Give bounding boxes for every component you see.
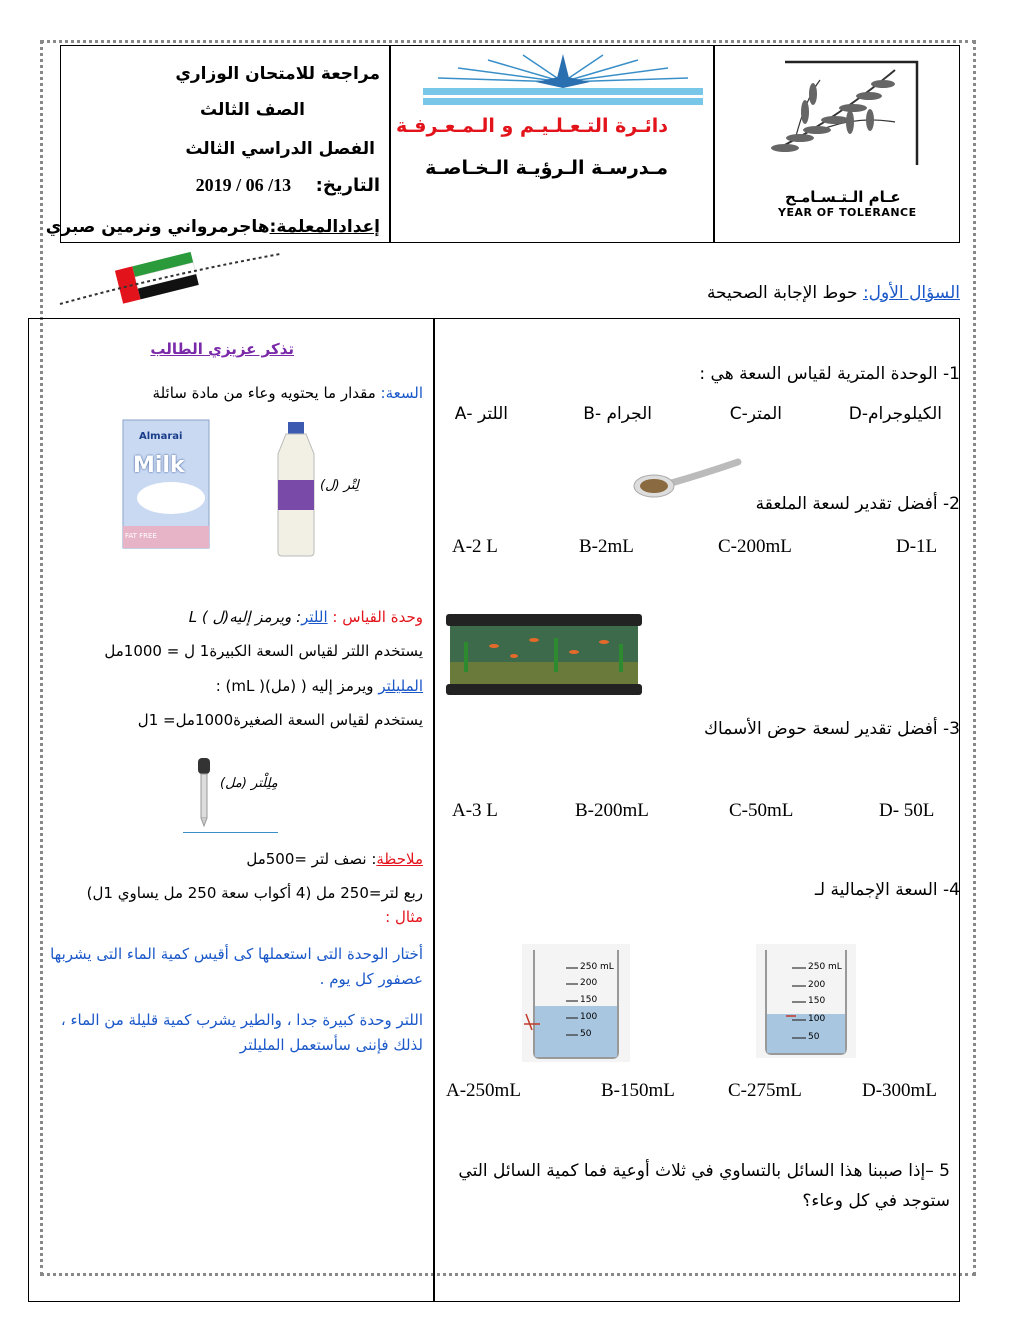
grade-label: الصف الثالث [199,100,305,120]
item2-option-d[interactable]: D-1L [896,536,938,557]
left-tick-250: 250 mL [580,962,614,972]
spoon-image [628,454,743,502]
capacity-text: مقدار ما يحتويه وعاء من مادة سائلة [152,384,376,402]
answer-line2: لذلك فإننى سأستعمل المليلتر [239,1036,423,1054]
ml-symbol: ويرمز إليه ( (مل)( mL) : [215,677,379,695]
quarter-liter-line: ربع لتر=250 مل (4 أكواب سعة 250 مل يساوي 1ل) [86,884,423,902]
item1-option-d[interactable]: الكيلوجرام-D [848,404,942,424]
item1-option-b[interactable]: الجرام -B [583,404,652,424]
milk-fatfree: FAT FREE [125,532,157,540]
right-tick-100: 100 [808,1014,826,1024]
term-label: الفصل الدراسي الثالث [185,139,375,159]
item4-prompt: 4- السعة الإجمالية لـ [814,880,960,900]
unit-label: وحدة القياس : [332,608,423,626]
ml-word: المليلتر [378,677,423,695]
date-value: 2019 / 06 /13 [195,175,292,195]
vision-school-logo [418,52,708,110]
uae-flag-banner [40,246,290,310]
school-name: مـدرسـة الـرؤيـة الـخـاصـة [425,157,668,179]
water-bottle-image [268,420,324,558]
item3-option-c[interactable]: C-50mL [729,800,794,821]
item3-option-b[interactable]: B-200mL [575,800,649,821]
item5-prompt-line1: 5 –إذا صببنا هذا السائل بالتساوي في ثلاث أوعية فما كمية السائل التي [458,1161,950,1181]
note-line [246,850,423,870]
tolerance-english: YEAR OF TOLERANCE [778,206,917,219]
item3-prompt: 3- أفضل تقدير لسعة حوض الأسماك [704,719,960,739]
left-tick-150: 150 [580,995,598,1005]
liter-use: يستخدم اللتر لقياس السعة الكبيرة1 ل = 1000مل [104,642,423,660]
example-label: مثال : [385,908,423,926]
item4-option-a[interactable]: A-250mL [446,1080,521,1101]
item1-option-c[interactable]: المتر-C [729,404,782,424]
tolerance-arabic: عـام الـتـسـامـح [785,188,901,206]
liter-symbol: : ويرمز إليه(ل ) L [188,608,302,626]
item3-option-d[interactable]: D- 50L [879,800,935,821]
milk-brand: Almarai [139,431,183,442]
item2-option-a[interactable]: A-2 L [452,536,498,557]
right-tick-250: 250 mL [808,962,842,972]
date-label: التاريخ: [315,175,380,196]
aquarium-image [444,612,644,697]
example-line1: أختار الوحدة التى استعملها كى أقيس كمية الماء التى يشربها [50,945,423,963]
ml-use: يستخدم لقياس السعة الصغيرة1000مل= 1ل [137,711,423,729]
milk-word: Milk [133,453,185,478]
right-tick-200: 200 [808,980,826,990]
item4-option-d[interactable]: D-300mL [862,1080,937,1101]
body-column-divider [433,318,435,1302]
example-line2: عصفور كل يوم . [319,970,423,988]
beaker-left [522,944,630,1062]
dropper-image [192,756,216,828]
liter-unit-line [189,608,423,628]
ml-unit-line [216,677,423,697]
teacher-row [46,216,380,238]
milk-carton-image [121,418,211,550]
department-name: دائـرة التـعـلـيـم و الـمـعـرفـة [396,115,668,137]
dropper-underline [183,832,278,833]
item1-prompt: 1- الوحدة المترية لقياس السعة هي : [699,364,960,384]
item3-option-a[interactable]: A-3 L [452,800,498,821]
item1-option-a[interactable]: اللتر -A [454,404,508,424]
question1-instruction: حوط الإجابة الصحيحة [706,283,858,303]
liter-word: اللتر [301,608,328,626]
item2-prompt: 2- أفضل تقدير لسعة الملعقة [755,494,960,514]
right-tick-150: 150 [808,996,826,1006]
bottle-caption: لِتْر (ل) [320,478,359,493]
question1-heading [707,282,960,304]
header-divider-2 [713,46,715,242]
note-text: : نصف لتر =500مل [246,850,377,868]
left-tick-50: 50 [580,1029,592,1039]
question1-label: السؤال الأول: [862,283,960,303]
left-tick-100: 100 [580,1012,598,1022]
answer-line1: اللتر وحدة كبيرة جدا ، والطير يشرب كمية قليلة من الماء ، [60,1011,423,1029]
item5-prompt-line2: ستوجد في كل وعاء؟ [802,1191,950,1211]
item2-option-b[interactable]: B-2mL [579,536,634,557]
beaker-right [756,944,856,1058]
note-label: ملاحظة [376,850,423,868]
item4-option-c[interactable]: C-275mL [728,1080,802,1101]
capacity-definition [153,384,423,404]
year-of-tolerance-logo [745,60,925,195]
capacity-label: السعة: [380,384,423,402]
teacher-label: إعدادالمعلمة: [269,217,380,237]
left-tick-200: 200 [580,978,598,988]
item2-option-c[interactable]: C-200mL [718,536,792,557]
sidebar-title: تذكر عزيزي الطالب [150,340,294,358]
date-row [196,174,380,197]
header-divider-1 [389,46,391,242]
right-tick-50: 50 [808,1032,820,1042]
teacher-names: هاجرمرواني ونرمين صبري [45,217,270,237]
dropper-caption: مِلِلْتر (مل) [220,776,278,791]
item4-option-b[interactable]: B-150mL [601,1080,675,1101]
review-title: مراجعة للامتحان الوزاري [175,64,380,84]
